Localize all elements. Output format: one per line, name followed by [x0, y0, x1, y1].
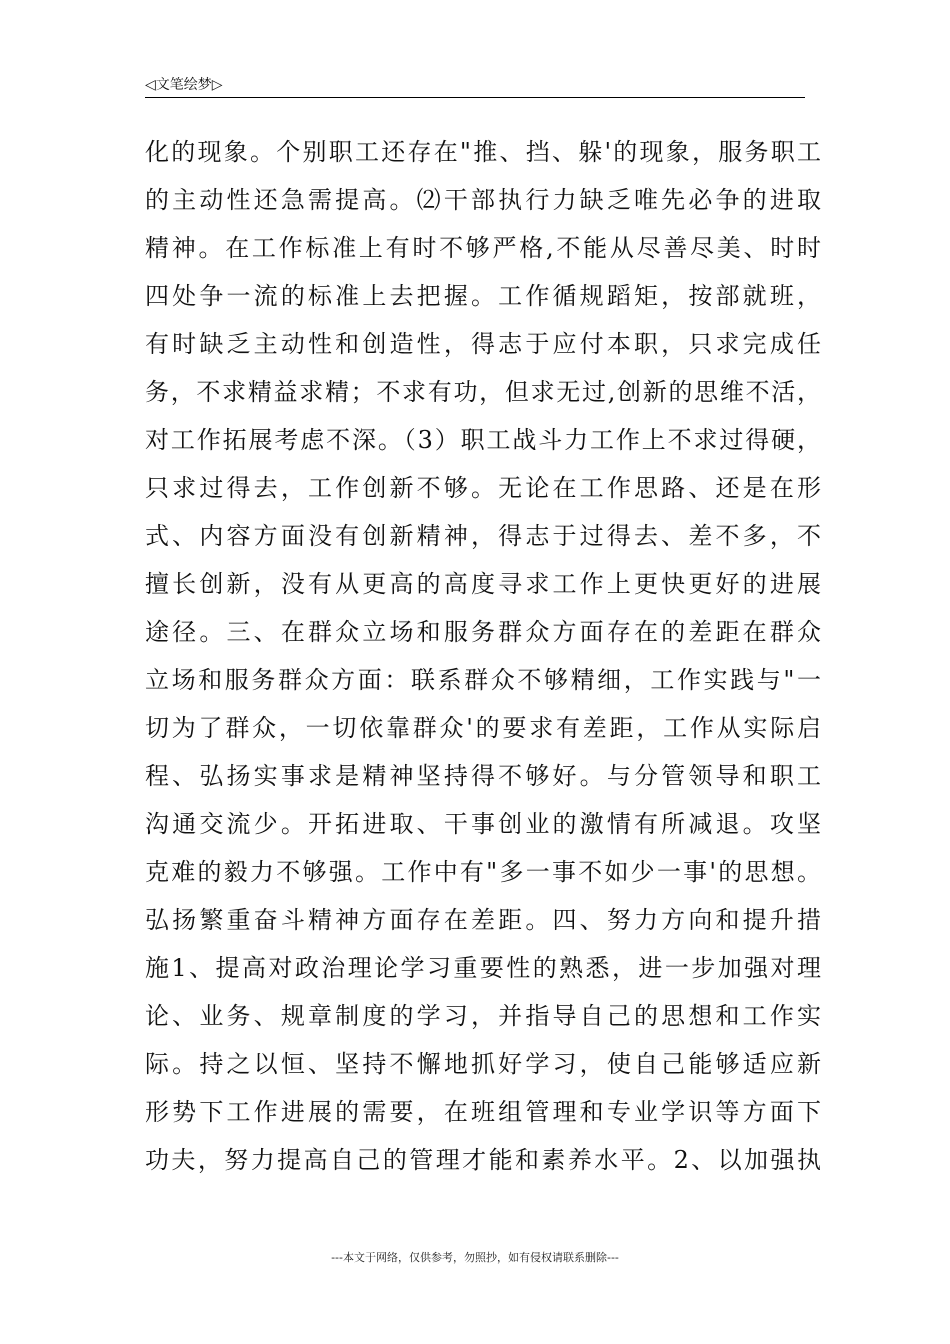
header-divider — [145, 97, 805, 98]
text-line: 精神。在工作标准上有时不够严格,不能从尽善尽美、时时 — [145, 234, 821, 262]
header-title: ◁文笔绘梦▷ — [145, 77, 223, 93]
text-line: 的主动性还急需提高。⑵干部执行力缺乏唯先必争的进取 — [145, 186, 821, 214]
text-line: 四处争一流的标准上去把握。工作循规蹈矩，按部就班， — [145, 282, 821, 310]
page-header — [145, 74, 805, 98]
text-line: 施1、提高对政治理论学习重要性的熟悉，进一步加强对理 — [145, 954, 821, 982]
text-line: 式、内容方面没有创新精神，得志于过得去、差不多，不 — [145, 522, 821, 550]
text-line: 有时缺乏主动性和创造性，得志于应付本职，只求完成任 — [145, 330, 821, 358]
text-line: 切为了群众，一切依靠群众'的要求有差距，工作从实际启 — [145, 714, 821, 742]
text-line: 际。持之以恒、坚持不懈地抓好学习，使自己能够适应新 — [145, 1050, 821, 1078]
text-line: 化的现象。个别职工还存在"推、挡、躲'的现象，服务职工 — [145, 138, 821, 166]
text-line: 程、弘扬实事求是精神坚持得不够好。与分管领导和职工 — [145, 762, 821, 790]
text-line: 形势下工作进展的需要，在班组管理和专业学识等方面下 — [145, 1098, 821, 1126]
text-line: 克难的毅力不够强。工作中有"多一事不如少一事'的思想。 — [145, 858, 821, 886]
text-line: 对工作拓展考虑不深。（3）职工战斗力工作上不求过得硬， — [145, 426, 821, 454]
text-line: 途径。三、在群众立场和服务群众方面存在的差距在群众 — [145, 618, 821, 646]
text-line: 立场和服务群众方面：联系群众不够精细，工作实践与"一 — [145, 666, 821, 694]
page-footer: ---本文于网络，仅供参考，勿照抄，如有侵权请联系删除--- — [331, 1251, 619, 1264]
text-line: 弘扬繁重奋斗精神方面存在差距。四、努力方向和提升措 — [145, 906, 821, 934]
text-line: 论、业务、规章制度的学习，并指导自己的思想和工作实 — [145, 1002, 821, 1030]
text-line: 功夫，努力提高自己的管理才能和素养水平。2、以加强执 — [145, 1146, 821, 1174]
body-text — [145, 128, 821, 1184]
text-line: 擅长创新，没有从更高的高度寻求工作上更快更好的进展 — [145, 570, 821, 598]
text-line: 务，不求精益求精；不求有功，但求无过,创新的思维不活， — [145, 378, 821, 406]
text-line: 沟通交流少。开拓进取、干事创业的激情有所减退。攻坚 — [145, 810, 821, 838]
text-line: 只求过得去，工作创新不够。无论在工作思路、还是在形 — [145, 474, 821, 502]
